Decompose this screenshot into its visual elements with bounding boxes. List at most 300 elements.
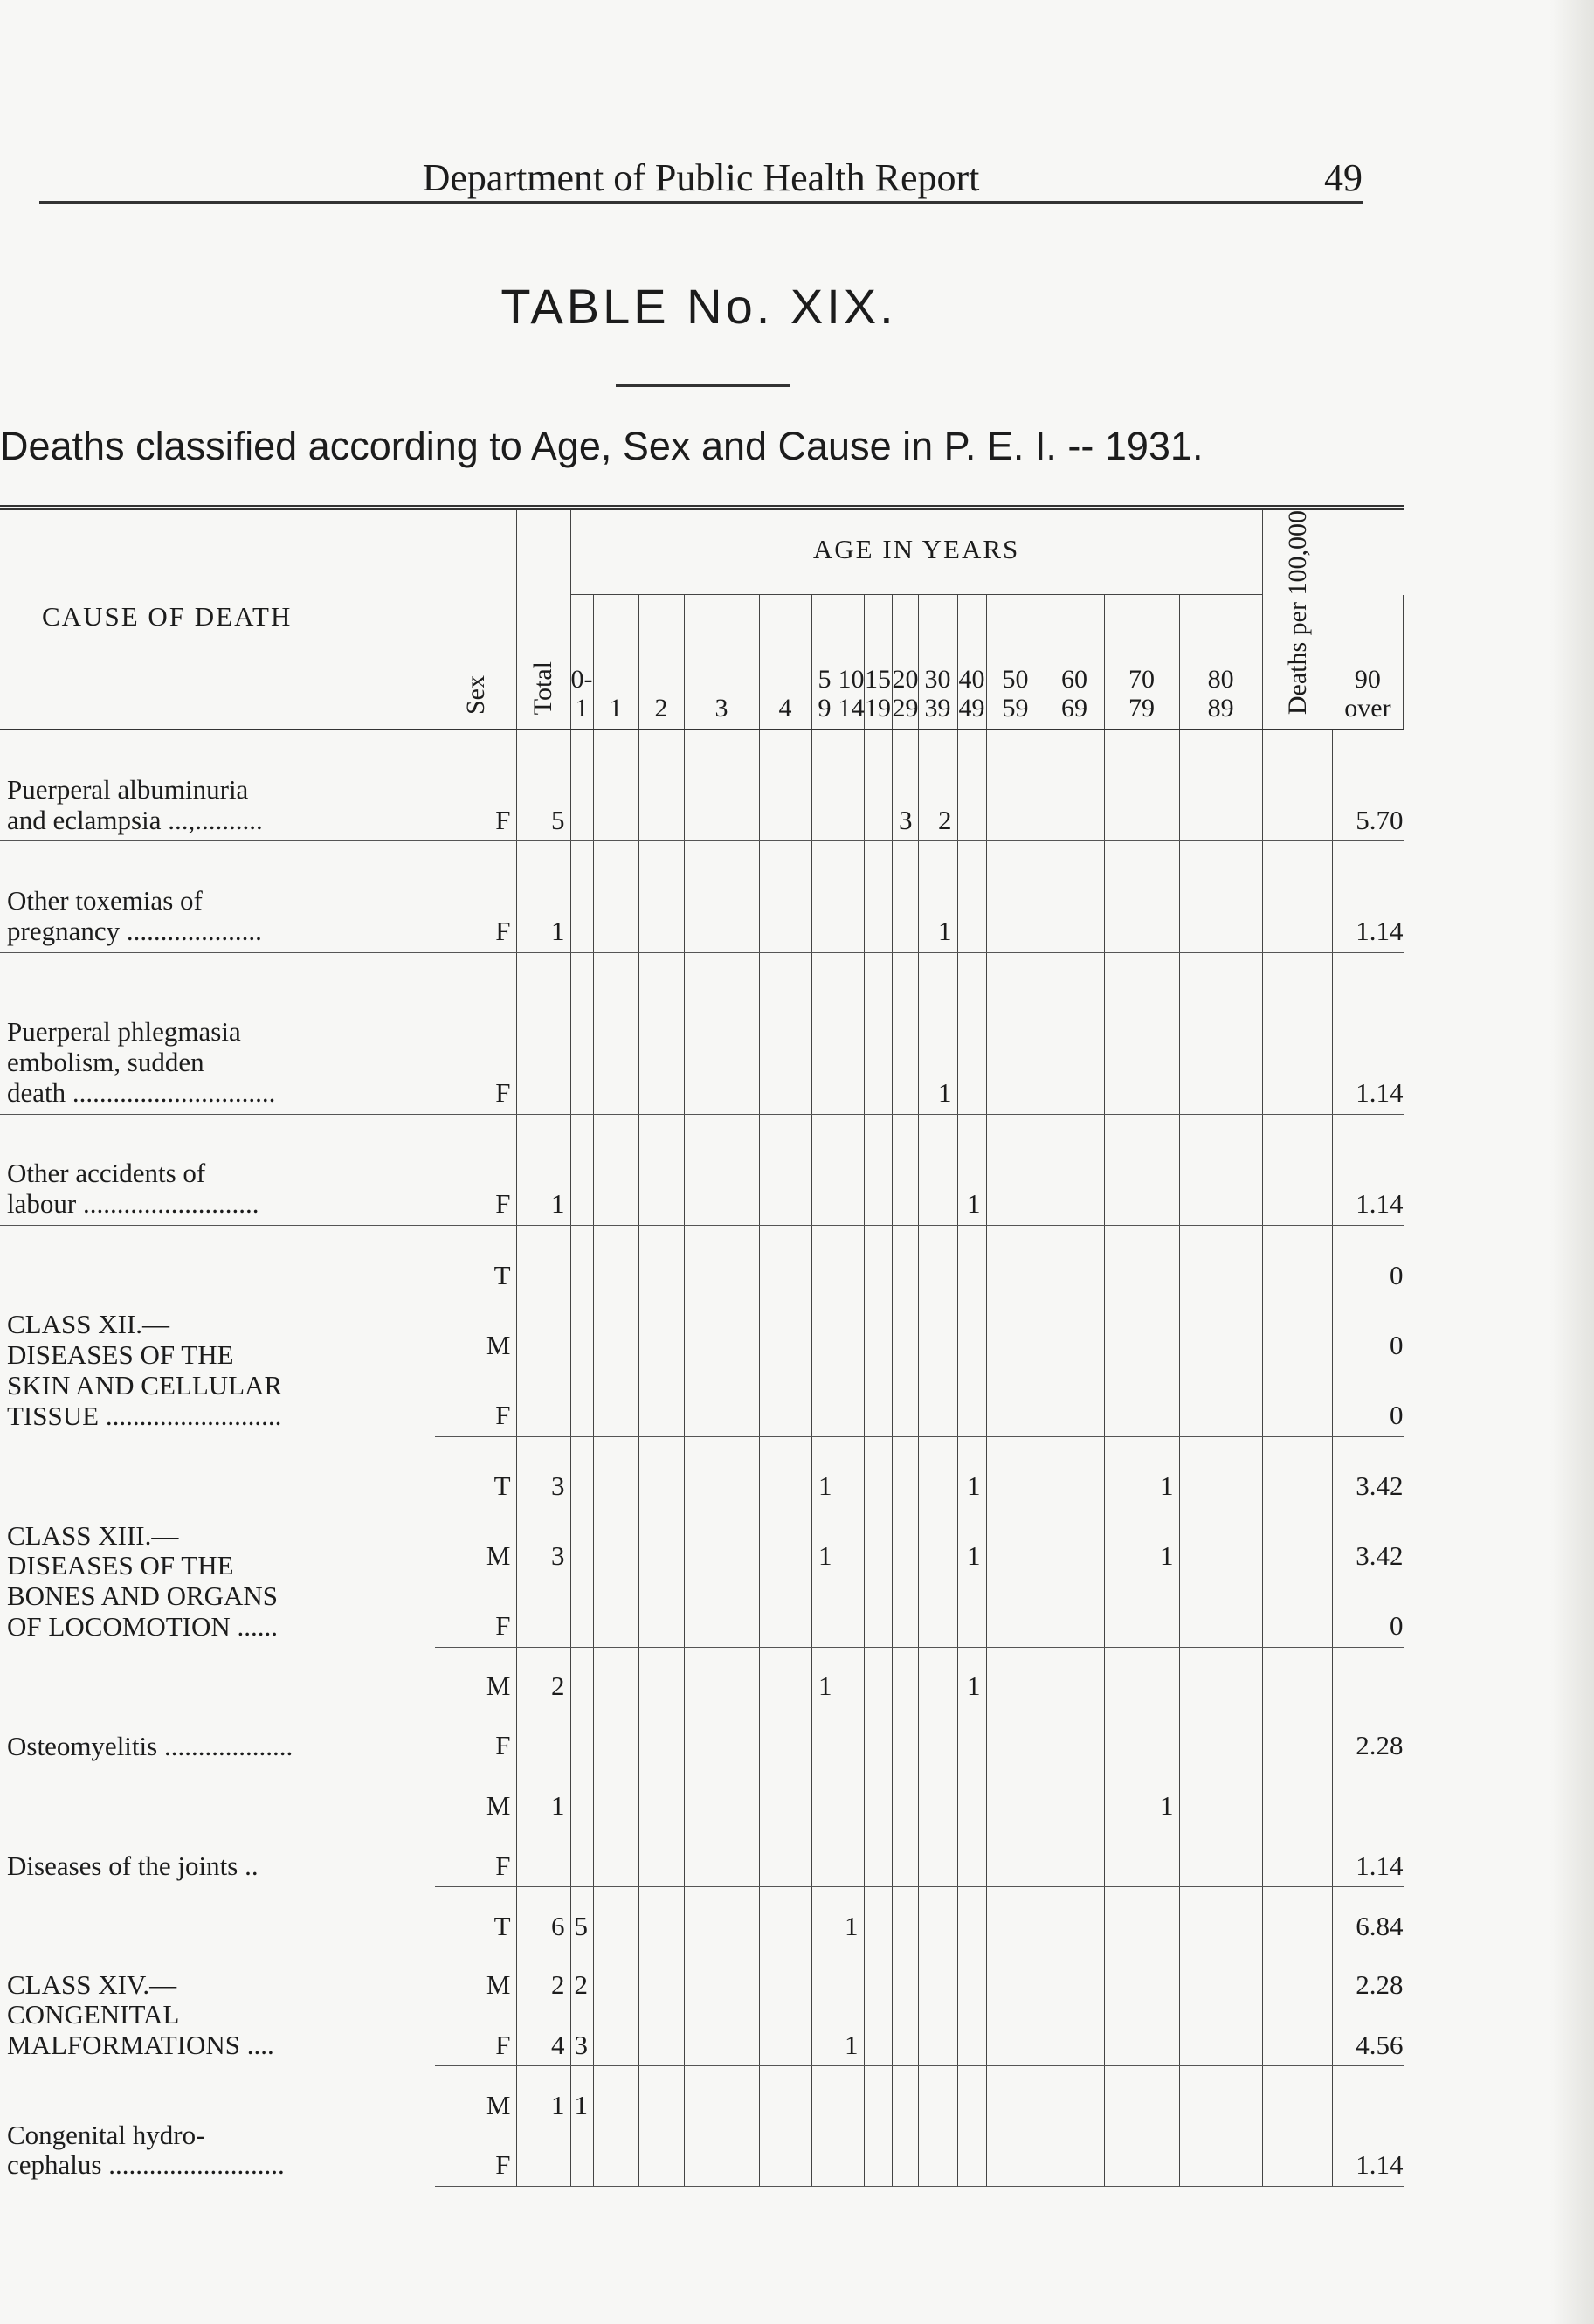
- age-column-header: [957, 595, 986, 730]
- age-cell: [918, 1114, 957, 1225]
- cause-label: Puerperal phlegmasia embolism, sudden death ..............................: [0, 952, 435, 1114]
- age-cell: [1262, 1114, 1333, 1225]
- age-cell: [593, 1225, 638, 1296]
- cause-label: Diseases of the joints ..: [7, 1850, 259, 1882]
- age-cell: [957, 730, 986, 841]
- total-cell: [516, 2126, 570, 2186]
- total-cell: 4: [516, 2006, 570, 2066]
- table-body: [0, 730, 1404, 2186]
- age-cell: [864, 952, 892, 1114]
- running-header: [39, 140, 1363, 204]
- age-cell: [1262, 1366, 1333, 1436]
- age-cell: [1045, 1507, 1104, 1577]
- age-cell: [1179, 2066, 1262, 2127]
- age-range-end: 19: [865, 694, 891, 723]
- rate-cell: 1.14: [1333, 952, 1404, 1114]
- age-cell: [684, 730, 759, 841]
- sex-cell: M: [435, 1296, 516, 1366]
- sex-cell: F: [435, 841, 516, 952]
- age-cell: [1104, 952, 1179, 1114]
- age-cell: [892, 1707, 918, 1767]
- age-cell: [892, 1366, 918, 1436]
- table-title: TABLE No. XIX.: [500, 279, 897, 334]
- age-cell: [1179, 1947, 1262, 2006]
- total-cell: [516, 1366, 570, 1436]
- age-cell: [986, 1647, 1045, 1707]
- age-cell: [838, 841, 864, 952]
- age-cell: [1179, 1507, 1262, 1577]
- age-cell: [759, 1947, 811, 2006]
- age-cell: [759, 841, 811, 952]
- rate-cell: 3.42: [1356, 1470, 1404, 1502]
- age-cell: [957, 1577, 986, 1648]
- age-cell: [1262, 1707, 1333, 1767]
- total-cell: 6: [516, 1887, 570, 1947]
- age-cell: [892, 2006, 918, 2066]
- age-cell: 1: [570, 2066, 593, 2127]
- table-row: [0, 1436, 1404, 1507]
- age-cell: [1262, 1507, 1333, 1577]
- age-cell: [811, 952, 838, 1114]
- age-cell: [1045, 1767, 1104, 1828]
- rate-cell: 1.14: [1333, 1827, 1404, 1887]
- cause-label: CLASS XII.— DISEASES OF THE SKIN AND CELLULAR TISSUE ..........................: [7, 1309, 283, 1431]
- age-cell: [684, 1947, 759, 2006]
- sex-cell: M: [435, 1647, 516, 1707]
- age-cell: [1179, 730, 1262, 841]
- age-cell: [811, 2006, 838, 2066]
- age-cell: [1104, 1366, 1179, 1436]
- age-cell: [638, 1947, 684, 2006]
- age-cell: [1045, 2066, 1104, 2127]
- age-cell: [986, 1947, 1045, 2006]
- table-row: [0, 1767, 1404, 1828]
- age-cell: [1104, 1296, 1179, 1366]
- age-cell: 2: [918, 730, 957, 841]
- age-cell: [593, 1827, 638, 1887]
- age-cell: [1179, 1767, 1262, 1828]
- rate-cell: [1333, 2066, 1404, 2127]
- age-cell: [1262, 1767, 1333, 1828]
- cause-column-header: CAUSE OF DEATH: [0, 508, 435, 730]
- age-cell: 3: [570, 2006, 593, 2066]
- age-cell: 1: [957, 1647, 986, 1707]
- age-cell: 3: [892, 730, 918, 841]
- age-cell: [684, 2006, 759, 2066]
- sex-cell: M: [435, 2066, 516, 2127]
- age-cell: 1: [918, 841, 957, 952]
- age-cell: [593, 1507, 638, 1577]
- table-row: [0, 1114, 1404, 1225]
- age-column-header: [570, 595, 593, 730]
- age-cell: [1179, 1296, 1262, 1366]
- age-cell: [570, 1225, 593, 1296]
- age-cell: [892, 1296, 918, 1366]
- age-cell: 1: [811, 1436, 838, 1507]
- age-cell: [864, 1707, 892, 1767]
- age-column-header: [892, 595, 918, 730]
- sex-cell: T: [435, 1225, 516, 1296]
- age-cell: [1045, 1947, 1104, 2006]
- total-column-header: [516, 508, 570, 730]
- age-cell: [838, 1436, 864, 1507]
- age-cell: [838, 730, 864, 841]
- age-cell: [570, 1507, 593, 1577]
- rate-cell: 6.84: [1356, 1910, 1404, 1941]
- age-cell: [1262, 1577, 1333, 1648]
- age-range-start: 90: [1354, 664, 1381, 694]
- age-cell: [986, 1225, 1045, 1296]
- table-row: [0, 730, 1404, 841]
- age-cell: [1262, 841, 1333, 952]
- rate-cell: 0: [1333, 1366, 1404, 1436]
- total-cell: 2: [516, 1947, 570, 2006]
- age-cell: [759, 1767, 811, 1828]
- age-cell: [864, 1366, 892, 1436]
- age-cell: [838, 1827, 864, 1887]
- age-cell: [892, 2066, 918, 2127]
- age-cell: [986, 1296, 1045, 1366]
- sex-cell: M: [435, 1947, 516, 2006]
- age-cell: [1262, 730, 1333, 841]
- age-cell: [811, 1296, 838, 1366]
- age-cell: [864, 1827, 892, 1887]
- age-cell: [811, 2066, 838, 2127]
- age-cell: [986, 2066, 1045, 2127]
- age-cell: [986, 1707, 1045, 1767]
- rate-cell: 2.28: [1333, 1707, 1404, 1767]
- age-cell: [1104, 1577, 1179, 1648]
- age-cell: [1104, 730, 1179, 841]
- age-cell: [1045, 2126, 1104, 2186]
- sex-cell: F: [435, 2006, 516, 2066]
- age-cell: [593, 1767, 638, 1828]
- age-column-header: [593, 595, 638, 730]
- age-group-header: AGE IN YEARS: [570, 508, 1262, 595]
- age-cell: [684, 2066, 759, 2127]
- age-cell: [593, 1436, 638, 1507]
- total-cell: [516, 1225, 570, 1296]
- age-cell: [957, 1366, 986, 1436]
- age-cell: [986, 1767, 1045, 1828]
- age-cell: [759, 2126, 811, 2186]
- rate-cell: 4.56: [1333, 2006, 1404, 2066]
- age-cell: [1104, 841, 1179, 952]
- cause-label: Congenital hydro- cephalus ..........................: [7, 2119, 285, 2181]
- age-cell: [1045, 1225, 1104, 1296]
- age-cell: [759, 1114, 811, 1225]
- cause-label: Other toxemias of pregnancy ....................: [0, 841, 435, 952]
- age-cell: [1179, 1707, 1262, 1767]
- age-cell: 1: [811, 1647, 838, 1707]
- age-cell: [918, 2126, 957, 2186]
- age-cell: [1104, 1827, 1179, 1887]
- age-cell: [1045, 1707, 1104, 1767]
- age-cell: [811, 841, 838, 952]
- rate-cell: 2.28: [1356, 1969, 1404, 2001]
- table-row: [0, 1887, 1404, 1947]
- age-cell: [838, 1114, 864, 1225]
- sex-cell: T: [435, 1887, 516, 1947]
- total-cell: [516, 1577, 570, 1648]
- age-cell: [892, 952, 918, 1114]
- age-cell: [759, 1827, 811, 1887]
- age-cell: [570, 1827, 593, 1887]
- age-cell: [986, 1827, 1045, 1887]
- total-cell: [516, 952, 570, 1114]
- age-cell: [1262, 1947, 1333, 2006]
- age-range-end: 39: [924, 694, 951, 723]
- age-cell: [864, 1114, 892, 1225]
- age-cell: [892, 1887, 918, 1947]
- age-range-start: 40: [958, 664, 985, 694]
- age-cell: [838, 1225, 864, 1296]
- age-cell: [1179, 1436, 1262, 1507]
- age-cell: [684, 952, 759, 1114]
- age-cell: [918, 1707, 957, 1767]
- cause-label: Puerperal albuminuria and eclampsia ...,..........: [0, 730, 435, 841]
- age-cell: 1: [1104, 1436, 1179, 1507]
- age-cell: [957, 2006, 986, 2066]
- total-cell: 1: [516, 1114, 570, 1225]
- age-cell: [864, 1767, 892, 1828]
- age-cell: [684, 1507, 759, 1577]
- age-cell: [811, 2126, 838, 2186]
- age-cell: [1045, 730, 1104, 841]
- age-cell: [593, 1114, 638, 1225]
- age-cell: [957, 1225, 986, 1296]
- age-cell: [811, 1114, 838, 1225]
- age-range-end: 9: [818, 694, 832, 723]
- sex-cell: F: [435, 1577, 516, 1648]
- age-cell: [570, 1296, 593, 1366]
- total-header-text: Total: [528, 661, 558, 716]
- table-row: [0, 841, 1404, 952]
- sex-header-text: Sex: [460, 675, 490, 716]
- rate-cell: 0: [1390, 1259, 1404, 1290]
- age-cell: [1045, 841, 1104, 952]
- rate-header-text: Deaths per 100,000: [1283, 510, 1313, 716]
- age-cell: [838, 1366, 864, 1436]
- age-range-start: 15: [865, 664, 891, 694]
- total-cell: 3: [516, 1507, 570, 1577]
- age-cell: [892, 841, 918, 952]
- age-cell: [892, 1647, 918, 1707]
- sex-cell: F: [435, 1707, 516, 1767]
- age-cell: 1: [918, 952, 957, 1114]
- age-cell: [986, 1887, 1045, 1947]
- age-cell: 1: [957, 1436, 986, 1507]
- age-cell: [1262, 1647, 1333, 1707]
- table-row: [0, 2066, 1404, 2127]
- age-cell: [1179, 1827, 1262, 1887]
- age-cell: [684, 2126, 759, 2186]
- age-cell: [759, 1707, 811, 1767]
- age-cell: [593, 1707, 638, 1767]
- rate-column-header: [1262, 508, 1333, 730]
- age-cell: [1045, 1296, 1104, 1366]
- age-cell: [918, 1225, 957, 1296]
- age-cell: [986, 1436, 1045, 1507]
- age-cell: [864, 1507, 892, 1577]
- age-range-start: 2: [654, 694, 668, 723]
- age-cell: 1: [838, 1887, 864, 1947]
- age-cell: [593, 1947, 638, 2006]
- total-cell: [516, 1707, 570, 1767]
- age-cell: [638, 841, 684, 952]
- age-cell: [892, 1947, 918, 2006]
- age-cell: [684, 1827, 759, 1887]
- age-cell: 1: [1104, 1767, 1179, 1828]
- age-cell: [684, 841, 759, 952]
- rate-cell: 3.42: [1356, 1539, 1404, 1571]
- table-row: [0, 1225, 1404, 1296]
- age-cell: [759, 1887, 811, 1947]
- rate-cell: 0: [1390, 1329, 1404, 1360]
- page-number: 49: [1324, 156, 1363, 199]
- age-cell: [1104, 1887, 1179, 1947]
- age-cell: [570, 1577, 593, 1648]
- age-cell: [1104, 1947, 1179, 2006]
- age-column-header: [1045, 595, 1104, 730]
- age-range-end: 14: [838, 694, 865, 723]
- age-cell: 1: [957, 1114, 986, 1225]
- age-cell: [986, 1366, 1045, 1436]
- age-cell: [986, 730, 1045, 841]
- age-cell: [918, 1887, 957, 1947]
- age-cell: [593, 730, 638, 841]
- age-cell: [759, 1225, 811, 1296]
- sex-cell: M: [435, 1767, 516, 1828]
- age-cell: [892, 1436, 918, 1507]
- age-range-end: 59: [1002, 694, 1029, 723]
- table-row: [0, 952, 1404, 1114]
- age-column-header: [638, 595, 684, 730]
- age-cell: [811, 1225, 838, 1296]
- age-cell: [838, 1296, 864, 1366]
- deaths-table: [0, 505, 1404, 2187]
- age-cell: [864, 2066, 892, 2127]
- age-range-end: 49: [958, 694, 985, 723]
- age-cell: [1179, 2126, 1262, 2186]
- age-cell: [957, 1887, 986, 1947]
- age-cell: [864, 1647, 892, 1707]
- age-cell: [918, 1296, 957, 1366]
- age-cell: [684, 1366, 759, 1436]
- total-cell: 3: [516, 1436, 570, 1507]
- sex-cell: M: [435, 1507, 516, 1577]
- age-cell: [918, 1577, 957, 1648]
- age-cell: [838, 1947, 864, 2006]
- age-cell: [892, 1577, 918, 1648]
- age-cell: [1179, 1114, 1262, 1225]
- age-cell: [1179, 1225, 1262, 1296]
- title-rule: [616, 384, 790, 387]
- age-cell: 1: [811, 1507, 838, 1577]
- age-cell: [1045, 952, 1104, 1114]
- age-cell: [864, 1947, 892, 2006]
- sex-cell: F: [435, 952, 516, 1114]
- age-range-start: 1: [609, 694, 623, 723]
- age-cell: [1179, 841, 1262, 952]
- age-cell: [838, 1507, 864, 1577]
- age-cell: [570, 1767, 593, 1828]
- age-cell: 1: [957, 1507, 986, 1577]
- sex-cell: F: [435, 1366, 516, 1436]
- age-cell: [1262, 1827, 1333, 1887]
- age-cell: [986, 841, 1045, 952]
- age-cell: [1045, 1366, 1104, 1436]
- age-cell: [957, 841, 986, 952]
- age-cell: [957, 1707, 986, 1767]
- age-cell: [1104, 1647, 1179, 1707]
- age-cell: [1262, 2126, 1333, 2186]
- age-column-header: [864, 595, 892, 730]
- total-cell: 1: [516, 2066, 570, 2127]
- age-cell: [957, 1767, 986, 1828]
- age-cell: [1179, 952, 1262, 1114]
- age-cell: [570, 1647, 593, 1707]
- age-cell: [593, 2006, 638, 2066]
- age-range-start: 60: [1061, 664, 1087, 694]
- age-cell: [1045, 1577, 1104, 1648]
- age-cell: [638, 1507, 684, 1577]
- age-cell: [864, 1296, 892, 1366]
- age-cell: [986, 1114, 1045, 1225]
- age-cell: [1262, 952, 1333, 1114]
- age-cell: 5: [570, 1887, 593, 1947]
- age-cell: [838, 2126, 864, 2186]
- running-title: Department of Public Health Report: [422, 156, 980, 199]
- age-cell: [892, 1225, 918, 1296]
- age-cell: [570, 2126, 593, 2186]
- age-cell: [759, 2006, 811, 2066]
- age-range-start: 50: [1002, 664, 1029, 694]
- rate-cell: 0: [1333, 1577, 1404, 1648]
- age-cell: [759, 1436, 811, 1507]
- age-cell: [593, 952, 638, 1114]
- age-cell: 1: [1104, 1507, 1179, 1577]
- age-cell: [759, 2066, 811, 2127]
- age-cell: [1045, 2006, 1104, 2066]
- age-column-header: [1104, 595, 1179, 730]
- age-cell: [638, 1707, 684, 1767]
- age-cell: [864, 1577, 892, 1648]
- age-column-header: [986, 595, 1045, 730]
- age-cell: 2: [570, 1947, 593, 2006]
- age-range-start: 70: [1128, 664, 1155, 694]
- age-range-start: 80: [1207, 664, 1234, 694]
- age-cell: [638, 1436, 684, 1507]
- age-column-header: [684, 595, 759, 730]
- age-cell: [759, 1577, 811, 1648]
- age-cell: [570, 1436, 593, 1507]
- cause-label: CLASS XIV.— CONGENITAL MALFORMATIONS ....: [7, 1968, 274, 2061]
- age-cell: [593, 1366, 638, 1436]
- rate-cell: 1.14: [1333, 1114, 1404, 1225]
- age-cell: [918, 1767, 957, 1828]
- age-cell: [570, 841, 593, 952]
- age-cell: [593, 841, 638, 952]
- age-cell: [1179, 1577, 1262, 1648]
- age-cell: [684, 1225, 759, 1296]
- age-column-header: [811, 595, 838, 730]
- age-cell: [918, 2066, 957, 2127]
- rate-cell: 1.14: [1333, 2126, 1404, 2186]
- rate-cell: 5.70: [1333, 730, 1404, 841]
- age-cell: [638, 1767, 684, 1828]
- age-cell: [759, 952, 811, 1114]
